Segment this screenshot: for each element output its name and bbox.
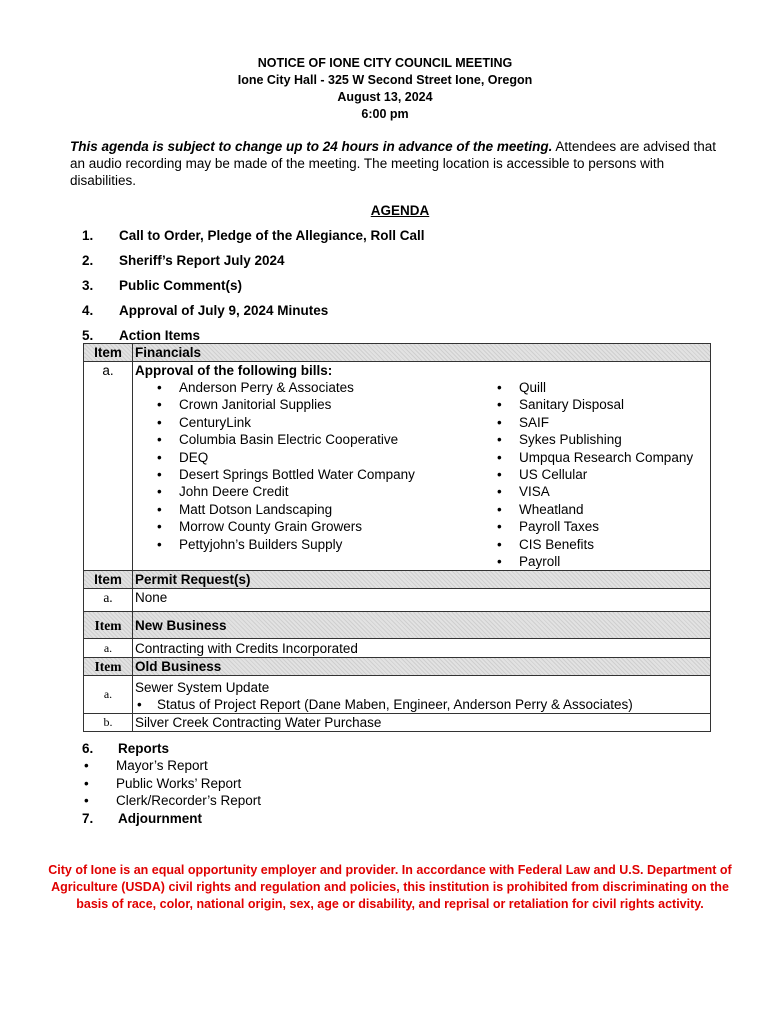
sewer-update-cell: [133, 676, 711, 714]
list-item: • Payroll: [519, 553, 693, 570]
agenda-item-label: Call to Order, Pledge of the Allegiance, Roll Call: [119, 228, 425, 243]
meeting-header: [0, 55, 770, 123]
agenda-item-label: Sheriff’s Report July 2024: [119, 253, 285, 268]
list-item: • Sanitary Disposal: [519, 396, 693, 413]
permit-heading: Permit Request(s): [133, 571, 711, 589]
reports-heading: 6. Reports: [82, 741, 170, 756]
list-item: • CenturyLink: [179, 414, 499, 431]
list-item: • Clerk/Recorder’s Report: [82, 792, 261, 809]
list-item: • Columbia Basin Electric Cooperative: [179, 431, 499, 448]
bills-left-column: [135, 379, 499, 570]
agenda-notice: [70, 138, 730, 189]
list-item: • US Cellular: [519, 466, 693, 483]
list-item: • Pettyjohn’s Builders Supply: [179, 536, 499, 553]
agenda-item: 4. Approval of July 9, 2024 Minutes: [82, 303, 329, 318]
reports-section: [82, 740, 261, 827]
list-item: • Quill: [519, 379, 693, 396]
bills-subheading: Approval of the following bills:: [135, 363, 333, 378]
list-item: • Mayor’s Report: [82, 757, 261, 774]
agenda-item: 5. Action Items: [82, 328, 201, 343]
action-items-table: [83, 343, 711, 732]
meeting-time: 6:00 pm: [361, 107, 409, 121]
list-item: • Umpqua Research Company: [519, 449, 693, 466]
agenda-item-label: Action Items: [119, 328, 201, 343]
item-letter: a.: [84, 362, 133, 571]
permit-text: None: [133, 589, 711, 612]
item-letter: a.: [84, 639, 133, 658]
item-header: Item: [84, 344, 133, 362]
item-letter: a.: [84, 676, 133, 714]
list-item: • Matt Dotson Landscaping: [179, 501, 499, 518]
agenda-item: 1. Call to Order, Pledge of the Allegiance, Roll Call: [82, 228, 425, 243]
new-business-text: Contracting with Credits Incorporated: [133, 639, 711, 658]
list-item: • Public Works’ Report: [82, 775, 261, 792]
agenda-change-notice: This agenda is subject to change up to 24 hours in advance of the meeting.: [70, 139, 553, 154]
list-item: • Desert Springs Bottled Water Company: [179, 466, 499, 483]
table-row: [84, 362, 711, 571]
item-letter: a.: [84, 589, 133, 612]
bills-list: [135, 379, 708, 570]
table-row: [84, 589, 711, 612]
list-item: • Wheatland: [519, 501, 693, 518]
agenda-item-label: Approval of July 9, 2024 Minutes: [119, 303, 329, 318]
financials-heading: Financials: [133, 344, 711, 362]
table-row: [84, 676, 711, 714]
list-item: • DEQ: [179, 449, 499, 466]
table-row: [84, 714, 711, 732]
project-report-item: • Status of Project Report (Dane Maben, Engineer, Anderson Perry & Associates): [135, 696, 708, 713]
item-header: Item: [84, 571, 133, 589]
notice-title: NOTICE OF IONE CITY COUNCIL MEETING: [257, 56, 513, 70]
list-item: • Payroll Taxes: [519, 518, 693, 535]
new-business-header-row: [84, 612, 711, 639]
item-letter: b.: [84, 714, 133, 732]
sewer-update-title: Sewer System Update: [135, 680, 270, 696]
agenda-heading: AGENDA: [370, 203, 430, 218]
list-item: • Morrow County Grain Growers: [179, 518, 499, 535]
list-item: • Anderson Perry & Associates: [179, 379, 499, 396]
old-business-header-row: [84, 658, 711, 676]
old-business-heading: Old Business: [133, 658, 711, 676]
list-item: • John Deere Credit: [179, 483, 499, 500]
bills-cell: [133, 362, 711, 571]
new-business-heading: New Business: [133, 612, 711, 639]
item-header: Item: [84, 658, 133, 676]
attendee-notice: Attendees are advised that an audio recording may be made of the meeting. The meeting location is accessible to persons with disabilities.: [70, 139, 716, 188]
agenda-item-label: Public Comment(s): [119, 278, 243, 293]
bills-right-column: [499, 379, 693, 570]
item-header: Item: [84, 612, 133, 639]
list-item: • CIS Benefits: [519, 536, 693, 553]
water-purchase-text: Silver Creek Contracting Water Purchase: [133, 714, 711, 732]
list-item: • VISA: [519, 483, 693, 500]
table-row: [84, 639, 711, 658]
agenda-item: 3. Public Comment(s): [82, 278, 243, 293]
equal-opportunity-statement: City of Ione is an equal opportunity employer and provider. In accordance with Federal Law and U.S. Department of Agriculture (USDA) civil rights and regulation and policies, this institution is prohibited from discriminating on the basis of race, color, national origin, sex, age or disability, and reprisal or retaliation for civil rights activity.: [48, 863, 732, 911]
list-item: • SAIF: [519, 414, 693, 431]
meeting-date: August 13, 2024: [337, 90, 433, 104]
list-item: • Sykes Publishing: [519, 431, 693, 448]
agenda-item: 2. Sheriff’s Report July 2024: [82, 253, 285, 268]
adjournment: 7. Adjournment: [82, 810, 202, 826]
meeting-location: Ione City Hall - 325 W Second Street Ione, Oregon: [237, 73, 533, 87]
financials-header-row: [84, 344, 711, 362]
permit-header-row: [84, 571, 711, 589]
list-item: • Crown Janitorial Supplies: [179, 396, 499, 413]
